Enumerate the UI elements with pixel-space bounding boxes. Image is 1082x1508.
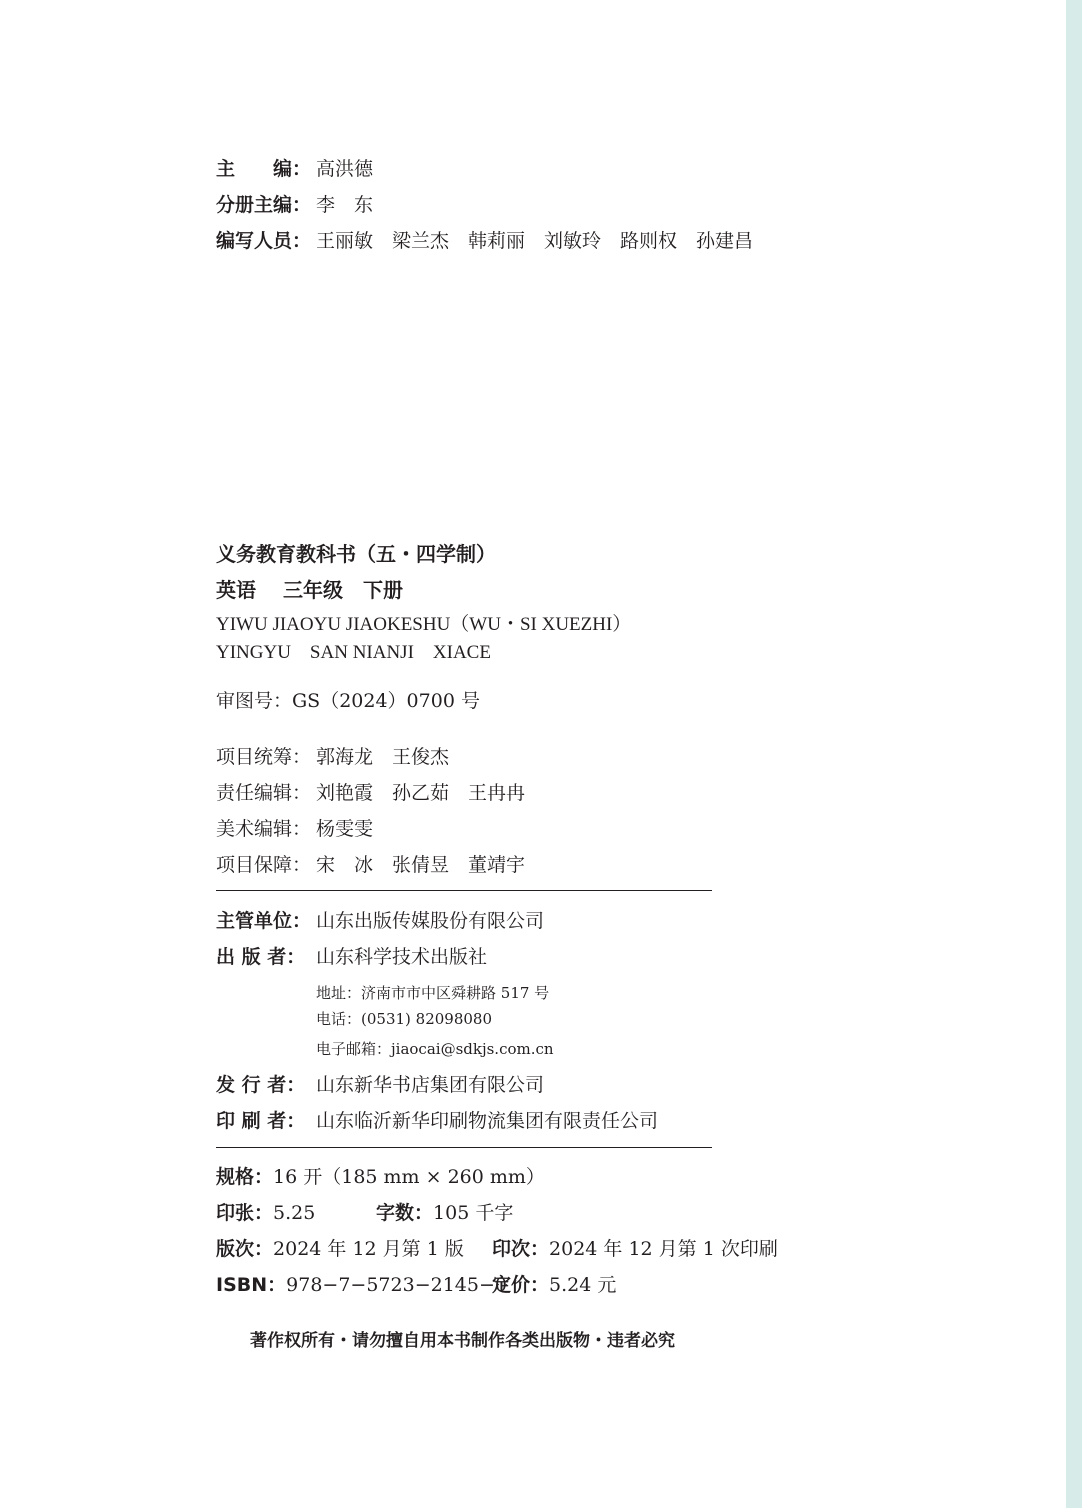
- format-row: [216, 1165, 545, 1189]
- edition-value: 2024 年 12 月第 1 版: [273, 1238, 464, 1260]
- isbn-row: [216, 1273, 617, 1297]
- chief-editor-row: [216, 157, 373, 181]
- art-editor-row: [216, 817, 373, 841]
- supervisor-label: 主管单位：: [216, 910, 312, 932]
- press-value: 山东科学技术出版社: [316, 946, 488, 968]
- map-approval: 审图号：GS（2024）0700 号: [216, 690, 480, 712]
- writers-label: 编写人员：: [216, 230, 312, 252]
- resp-editor-row: [216, 781, 525, 805]
- side-color-strip: [1066, 0, 1082, 1508]
- project-support-label: 项目保障：: [216, 854, 312, 876]
- price-label: 定价：: [492, 1274, 550, 1296]
- press-phone: 电话：(0531) 82098080: [316, 1010, 492, 1028]
- printer-value: 山东临沂新华印刷物流集团有限责任公司: [316, 1110, 659, 1132]
- resp-editor-label: 责任编辑：: [216, 782, 312, 804]
- price-group: [492, 1273, 616, 1297]
- isbn-value: 978−7−5723−2145−0: [286, 1274, 507, 1296]
- art-editor-label: 美术编辑：: [216, 818, 312, 840]
- project-coord-label: 项目统筹：: [216, 746, 312, 768]
- distributor-value: 山东新华书店集团有限公司: [316, 1074, 545, 1096]
- supervisor-row: [216, 909, 544, 933]
- printing-group: [492, 1237, 778, 1261]
- sheets-words-row: [216, 1201, 514, 1225]
- divider-2: [216, 1147, 712, 1148]
- project-support-row: [216, 853, 525, 877]
- press-row: [216, 945, 487, 969]
- words-value: 105 千字: [433, 1202, 514, 1224]
- divider-1: [216, 890, 712, 891]
- project-support-value: 宋 冰 张倩昱 董靖宇: [316, 854, 526, 876]
- sheets-label: 印张：: [216, 1202, 274, 1224]
- format-label: 规格：: [216, 1166, 274, 1188]
- volume-editor-label: 分册主编：: [216, 194, 312, 216]
- resp-editor-value: 刘艳霞 孙乙茹 王冉冉: [316, 782, 526, 804]
- press-address: 地址：济南市市中区舜耕路 517 号: [316, 984, 550, 1002]
- project-coord-row: [216, 745, 449, 769]
- sheets-value: 5.25: [273, 1202, 316, 1224]
- supervisor-value: 山东出版传媒股份有限公司: [316, 910, 545, 932]
- printer-label: 印 刷 者：: [216, 1110, 306, 1132]
- printing-label: 印次：: [492, 1238, 550, 1260]
- volume-editor-value: 李 东: [316, 194, 374, 216]
- subject-line: 英语 三年级 下册: [216, 578, 403, 602]
- chief-editor-value: 高洪德: [316, 158, 374, 180]
- distributor-row: [216, 1073, 544, 1097]
- isbn-label: ISBN：: [216, 1274, 287, 1296]
- edition-row: [216, 1237, 778, 1261]
- series-title: 义务教育教科书（五・四学制）: [216, 542, 496, 566]
- pinyin-subject: YINGYU SAN NIANJI XIACE: [216, 642, 491, 663]
- format-value: 16 开（185 mm × 260 mm）: [273, 1166, 545, 1188]
- words-label: 字数：: [376, 1202, 434, 1224]
- volume-editor-row: [216, 193, 373, 217]
- pinyin-title: YIWU JIAOYU JIAOKESHU（WU・SI XUEZHI）: [216, 614, 632, 635]
- edition-label: 版次：: [216, 1238, 274, 1260]
- chief-editor-label: 主 编：: [216, 158, 312, 180]
- printing-value: 2024 年 12 月第 1 次印刷: [549, 1238, 778, 1260]
- distributor-label: 发 行 者：: [216, 1074, 306, 1096]
- writers-row: [216, 229, 753, 253]
- press-email: 电子邮箱：jiaocai@sdkjs.com.cn: [316, 1040, 554, 1058]
- art-editor-value: 杨雯雯: [316, 818, 374, 840]
- words-group: [376, 1201, 513, 1225]
- copyright-notice: 著作权所有・请勿擅自用本书制作各类出版物・违者必究: [250, 1331, 675, 1351]
- price-value: 5.24 元: [549, 1274, 617, 1296]
- printer-row: [216, 1109, 658, 1133]
- writers-value: 王丽敏 梁兰杰 韩莉丽 刘敏玲 路则权 孙建昌: [316, 230, 754, 252]
- project-coord-value: 郭海龙 王俊杰: [316, 746, 450, 768]
- press-label: 出 版 者：: [216, 946, 306, 968]
